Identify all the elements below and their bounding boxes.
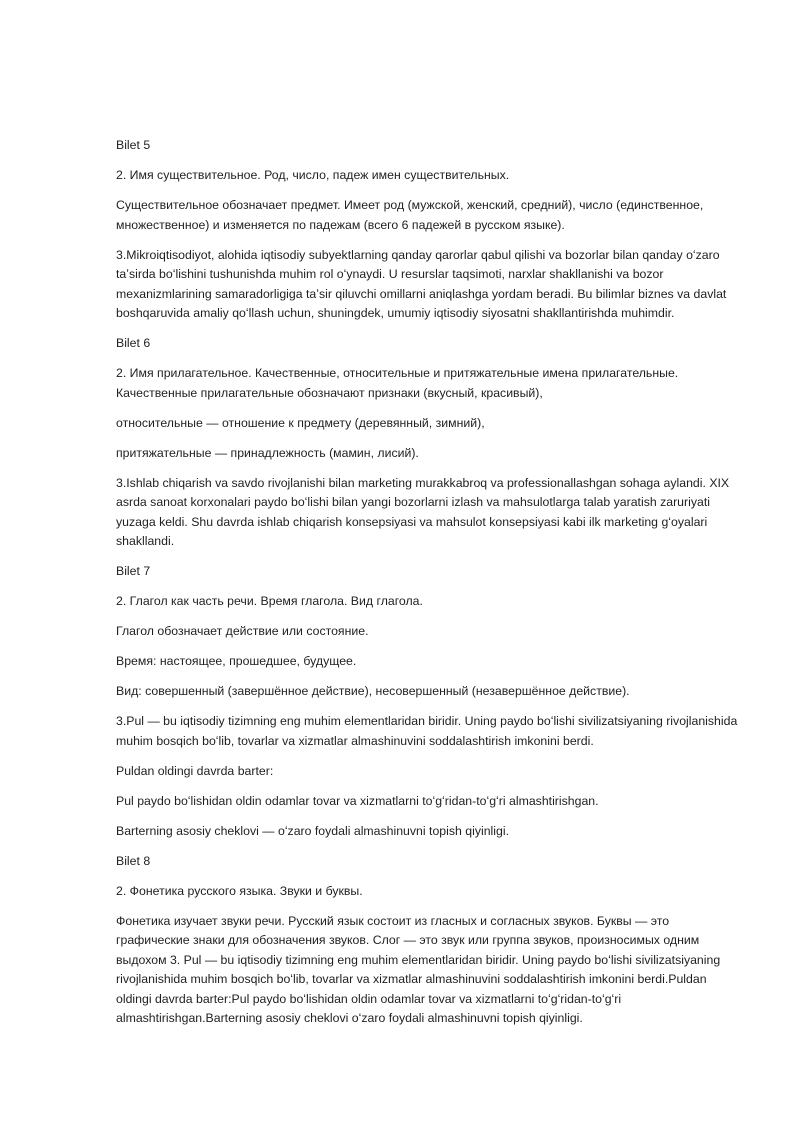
question-title: 2. Имя существительное. Род, число, падеж имен существительных.: [116, 168, 510, 182]
paragraph: 3.Mikroiqtisodiyot, alohida iqtisodiy subyektlarning qanday qarorlar qabul qilishi va bozorlar bilan qanday oʻzaro taʼsirda boʻlishini tushunishda muhim rol oʻynaydi. U resurslar taqsimoti, narxlar shakllanishi va bozor mexanizmlarining samaradorligiga taʼsir qiluvchi omillarni aniqlashga yordam beradi. Bu bilimlar biznes va davlat boshqaruvida amaliy qoʻllash uchun, shuningdek, umumiy iqtisodiy siyosatni shakllantirishda muhimdir.: [116, 247, 727, 320]
paragraph: Puldan oldingi davrda barter:: [116, 763, 274, 778]
ticket-heading: Bilet 6: [116, 336, 151, 350]
question-title: 2. Фонетика русского языка. Звуки и буквы.: [116, 883, 363, 898]
paragraph: Вид: совершенный (завершённое действие), несовершенный (незавершённое действие).: [116, 684, 630, 698]
paragraph: Глагол обозначает действие или состояние.: [116, 624, 369, 638]
paragraph: 3.Ishlab chiqarish va savdo rivojlanishi bilan marketing murakkabroq va professionallashgan sohaga aylandi. XIX asrda sanoat korxonalari paydo boʻlishi bilan yangi bozorlarni izlash va mahsulotlarga talab yaratish zaruriyati yuzaga keldi. Shu davrda ishlab chiqarish konsepsiyasi va mahsulot konsepsiyasi kabi ilk marketing gʻoyalari shakllandi.: [116, 475, 730, 548]
paragraph: Barterning asosiy cheklovi — oʻzaro foydali almashinuvni topish qiyinligi.: [116, 823, 510, 838]
paragraph: притяжательные — принадлежность (мамин, лисий).: [116, 445, 419, 460]
ticket-heading: Bilet 8: [116, 853, 151, 868]
paragraph: Время: настоящее, прошедшее, будущее.: [116, 654, 357, 668]
paragraph: относительные — отношение к предмету (деревянный, зимний),: [116, 415, 485, 430]
document-page: [116, 136, 742, 1039]
paragraph: Фонетика изучает звуки речи. Русский язык состоит из гласных и согласных звуков. Буквы — это графические знаки для обозначения звуков. Слог — это звук или группа звуков, произносимых одним выдохом 3. Pul — bu iqtisodiy tizimning eng muhim elementlaridan biridir. Uning paydo boʻlishi sivilizatsiyaning rivojlanishida muhim bosqich boʻlib, tovarlar va xizmatlar almashinuvini soddalashtirish imkonini berdi.Puldan oldingi davrda barter:Pul paydo boʻlishidan oldin odamlar tovar va xizmatlarni toʻgʻridan-toʻgʻri almashtirishgan.Barterning asosiy cheklovi oʻzaro foydali almashinuvni topish qiyinligi.: [116, 913, 721, 1025]
ticket-heading: Bilet 5: [116, 138, 151, 152]
question-title: 2. Имя прилагательное. Качественные, относительные и притяжательные имена прилагательные. Качественные прилагательные обозначают признаки (вкусный, красивый),: [116, 366, 679, 400]
question-title: 2. Глагол как часть речи. Время глагола. Вид глагола.: [116, 594, 423, 608]
paragraph: Pul paydo boʻlishidan oldin odamlar tovar va xizmatlarni toʻgʻridan-toʻgʻri almashtirishgan.: [116, 793, 599, 808]
ticket-heading: Bilet 7: [116, 564, 151, 578]
paragraph: Существительное обозначает предмет. Имеет род (мужской, женский, средний), число (единственное, множественное) и изменяется по падежам (всего 6 падежей в русском языке).: [116, 198, 704, 232]
paragraph: 3.Pul — bu iqtisodiy tizimning eng muhim elementlaridan biridir. Uning paydo boʻlishi sivilizatsiyaning rivojlanishida muhim bosqich boʻlib, tovarlar va xizmatlar almashinuvini soddalashtirish imkonini berdi.: [116, 714, 738, 748]
